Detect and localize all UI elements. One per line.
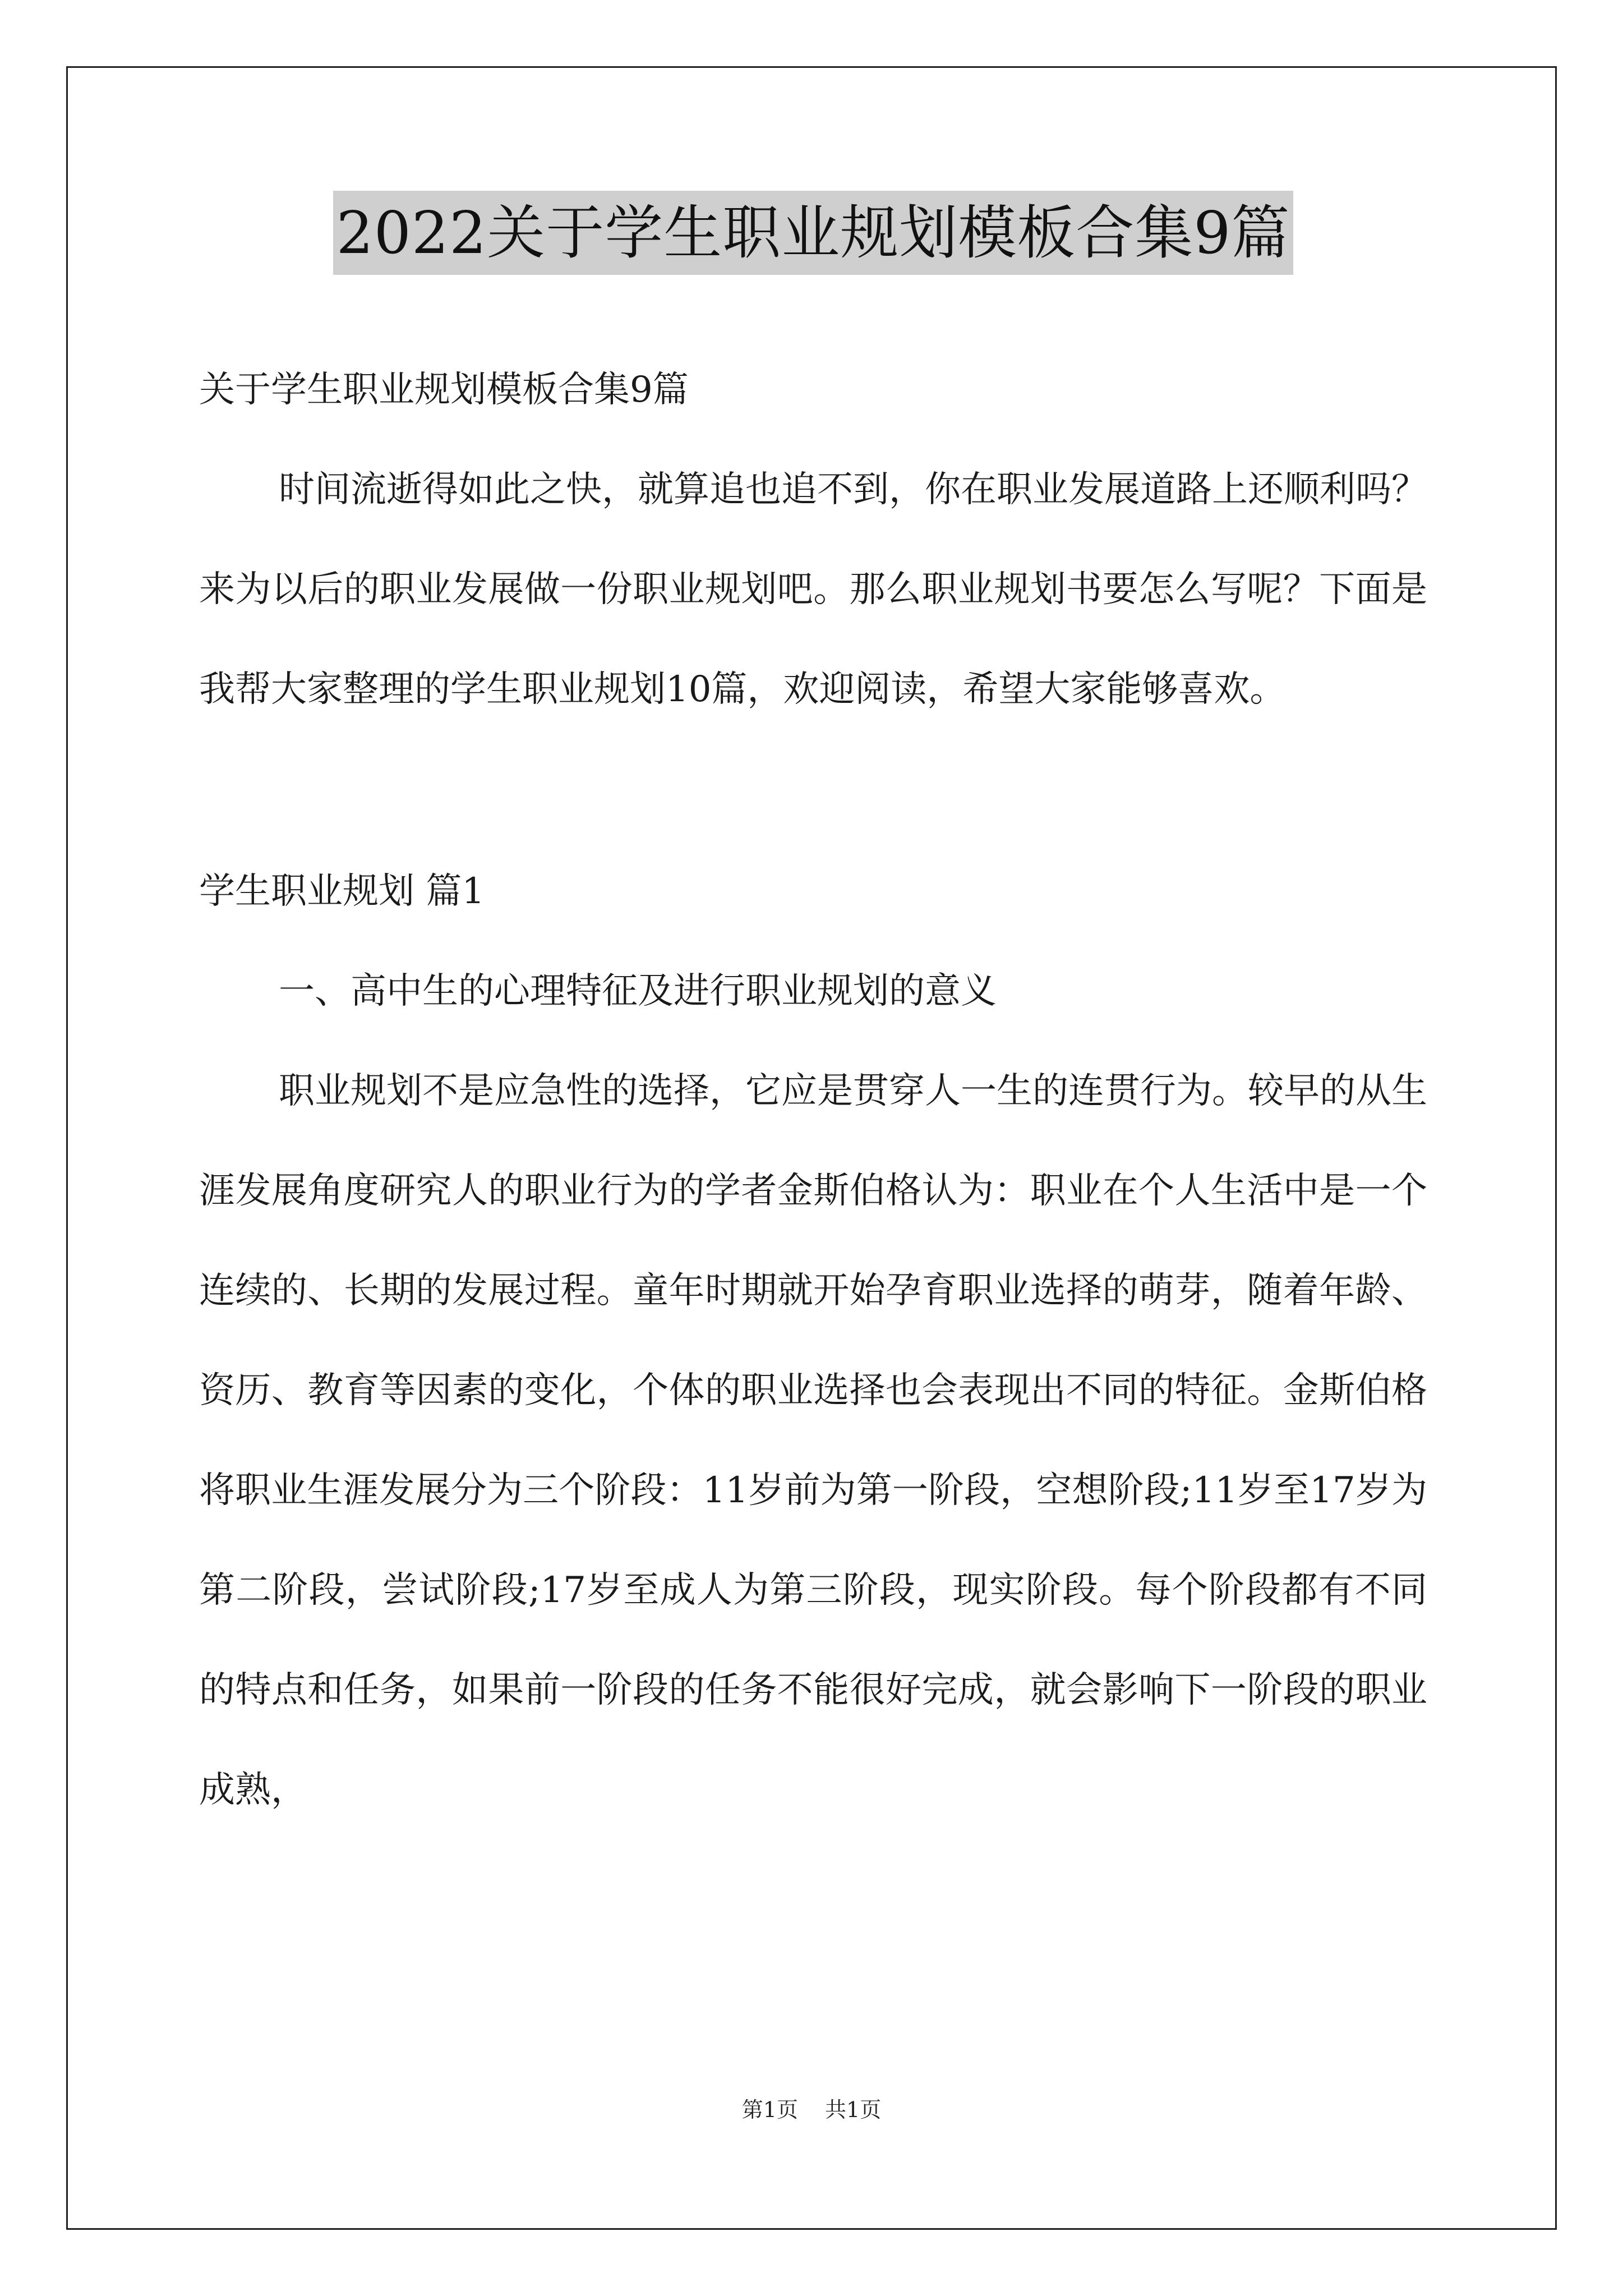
- section-heading: 学生职业规划 篇1: [199, 871, 485, 912]
- document-body: [199, 191, 1427, 1840]
- sub-heading: 一、高中生的心理特征及进行职业规划的意义: [279, 970, 997, 1012]
- page-current: 第1页: [741, 2097, 798, 2122]
- body-paragraph: 职业规划不是应急性的选择，它应是贯穿人一生的连贯行为。较早的从生涯发展角度研究人的职业行为的学者金斯伯格认为：职业在个人生活中是一个连续的、长期的发展过程。童年时期就开始孕育职业选择的萌芽，随着年龄、资历、教育等因素的变化，个体的职业选择也会表现出不同的特征。金斯伯格将职业生涯发展分为三个阶段：11岁前为第一阶段，空想阶段;11岁至17岁为第二阶段，尝试阶段;17岁至成人为第三阶段，现实阶段。每个阶段都有不同的特点和任务，如果前一阶段的任务不能很好完成，就会影响下一阶段的职业成熟，: [199, 1070, 1427, 1811]
- document-title: 2022关于学生职业规划模板合集9篇: [333, 191, 1294, 275]
- page-footer: [0, 2092, 1623, 2123]
- page-total: 共1页: [825, 2097, 882, 2122]
- title-wrap: [199, 191, 1427, 275]
- document-subtitle: 关于学生职业规划模板合集9篇: [199, 369, 689, 411]
- spacer: [199, 739, 1427, 841]
- intro-paragraph: 时间流逝得如此之快，就算追也追不到，你在职业发展道路上还顺利吗？来为以后的职业发展做一份职业规划吧。那么职业规划书要怎么写呢？下面是我帮大家整理的学生职业规划10篇，欢迎阅读，希望大家能够喜欢。: [199, 469, 1427, 710]
